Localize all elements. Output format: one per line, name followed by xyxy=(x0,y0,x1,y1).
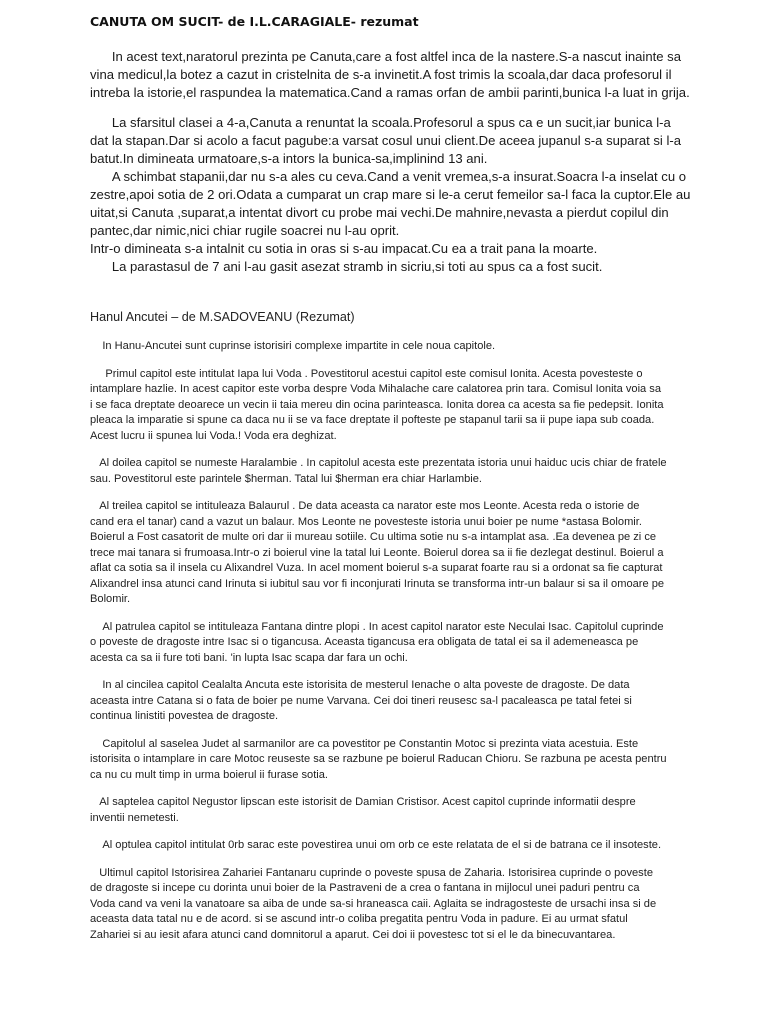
text-line: Acest lucru ii spunea lui Voda.! Voda era deghizat. xyxy=(90,429,337,442)
text-line: aceasta intre Catana si o fata de boier pe nume Varvana. Cei doi tineri reusesc sa-l pacaleasca pe tatal fetei si xyxy=(90,694,632,707)
text-line: Al saptelea capitol Negustor lipscan este istorisit de Damian Cristisor. Acest capitol cuprinde informatii despre xyxy=(90,796,636,808)
paragraph xyxy=(90,456,690,487)
text-line: Bolomir. xyxy=(90,593,131,605)
text-line: Al optulea capitol intitulat 0rb sarac este povestirea unui om orb ce este relatata de el si de batrana ce il insoteste. xyxy=(90,839,662,851)
text-line: continua linistiti povestea de dragoste. xyxy=(90,710,279,722)
text-line: La sfarsitul clasei a 4-a,Canuta a renuntat la scoala.Profesorul a spus ca e un sucit,iar bunica l-a xyxy=(90,115,671,130)
text-line: Alixandrel insa atunci cand Irinuta si iubitul sau vor fi inconjurati Irinuta se transforma intr-un balaur si sa il omoare pe xyxy=(90,577,665,590)
text-line: i se faca dreptate deoarece un vecin ii taia mereu din ocina parinteasca. Ionita dorea ca acesta sa fie pedepsit. Ionita xyxy=(90,398,664,411)
text-line: La parastasul de 7 ani l-au gasit asezat stramb in sicriu,si toti au spus ca a fost sucit. xyxy=(90,259,603,274)
paragraph-gap xyxy=(90,102,690,114)
text-line: intreba la istorie,el raspundea la matematica.Cand a ramas orfan de ambii parinti,bunica l-a luat in grija. xyxy=(90,85,690,100)
paragraph xyxy=(90,678,690,725)
text-line: Al patrulea capitol se intituleaza Fantana dintre plopi . In acest capitol narator este Neculai Isac. Capitolul cuprinde xyxy=(90,620,664,633)
text-line: aflat ca sotia sa il insela cu Alixandrel Vuza. In acel moment boierul s-a suparat foarte rau si a ordonat sa fie capturat xyxy=(90,562,663,574)
document-title: CANUTA OM SUCIT- de I.L.CARAGIALE- rezumat xyxy=(90,14,419,29)
text-line: zestre,apoi sotia de 2 ori.Odata a cumparat un crap mare si le-a cerut femeilor sa-l faca la cuptor.Ele au xyxy=(90,187,691,202)
text-line: Voda cand va veni la vanatoare sa aiba de unde sa-si hraneasca caii. Aglaita se indragosteste de ursachi insa si de xyxy=(90,897,657,910)
text-line: Boierul a Fost casatorit de multe ori dar ii mureau sotiile. Cu ultima sotie nu s-a intamplat asa. .Ea devenea pe zi ce xyxy=(90,531,657,543)
text-line: o poveste de dragoste intre Isac si o tigancusa. Aceasta tigancusa era obligata de tatal ei sa il ademeneasca pe xyxy=(90,636,639,648)
paragraph xyxy=(90,795,690,826)
paragraph xyxy=(90,114,690,276)
summary-canuta xyxy=(90,48,690,276)
section-title-hanul-ancutei: Hanul Ancutei – de M.SADOVEANU (Rezumat) xyxy=(90,310,355,324)
paragraph xyxy=(90,367,690,445)
text-line: Primul capitol este intitulat Iapa lui Voda . Povestitorul acestui capitol este comisul Ionita. Acesta povesteste o xyxy=(90,367,643,380)
paragraph xyxy=(90,339,690,355)
text-line: Al doilea capitol se numeste Haralambie . In capitolul acesta este prezentata istoria unui haiduc ucis chiar de fratele xyxy=(90,457,667,469)
text-line: In acest text,naratorul prezinta pe Canuta,care a fost altfel inca de la nastere.S-a nascut inainte sa xyxy=(90,49,682,64)
text-line: pleaca la imparatie si spune ca daca nu ii se va face dreptate il pofteste pe stapanul tarii sa ii pupe iapa sub coada. xyxy=(90,414,655,426)
text-line: Capitolul al saselea Judet al sarmanilor are ca povestitor pe Constantin Motoc si prezinta viata acestuia. Este xyxy=(90,737,639,750)
text-line: In Hanu-Ancutei sunt cuprinse istorisiri complexe impartite in cele noua capitole. xyxy=(90,340,496,352)
text-line: inventii nemetesti. xyxy=(90,811,179,824)
text-line: Al treilea capitol se intituleaza Balaurul . De data aceasta ca narator este mos Leonte. Acesta reda o istorie de xyxy=(90,500,640,512)
paragraph xyxy=(90,48,690,102)
text-line: In al cincilea capitol Cealalta Ancuta este istorisita de mesterul Ienache o alta poveste de dragoste. De data xyxy=(90,679,630,691)
text-line: de dragoste si incepe cu dorinta unui boier de la Pastraveni de a crea o fantana in mijlocul unei paduri pentru ca xyxy=(90,882,640,894)
paragraph xyxy=(90,838,690,854)
text-line: Zahariei si au iesit afara atunci cand domnitorul a aparut. Cei doi ii povestesc tot si el le da binecuvantarea. xyxy=(90,928,616,941)
text-line: intamplare hazlie. In acest capitor este vorba despre Voda Mihalache care calatorea prin tara. Comisul Ionita voia sa xyxy=(90,383,662,395)
summary-hanul-ancutei xyxy=(90,339,690,955)
text-line: acesta ca sa ii fure toti bani. 'in lupta Isac scapa dar fara un ochi. xyxy=(90,651,408,664)
text-line: dat la stapan.Dar si acolo a facut pagube:a varsat cosul unui client.De aceea jupanul s-a suparat si l-a xyxy=(90,133,682,148)
text-line: ca nu cu mult timp in urma boierul ii furase sotia. xyxy=(90,768,329,781)
text-line: istorisita o intamplare in care Motoc reuseste sa se razbune pe boierul Raducan Chioru. Se razbuna pe acesta pentru xyxy=(90,753,667,765)
paragraph xyxy=(90,499,690,608)
text-line: sau. Povestitorul este parintele $herman. Tatal lui $herman era chiar Harlambie. xyxy=(90,472,482,485)
text-line: Ultimul capitol Istorisirea Zahariei Fantanaru cuprinde o poveste spusa de Zaharia. Istorisirea cuprinde o poveste xyxy=(90,866,653,879)
text-line: pantec,dar nimic,nici chiar rugile soacrei nu l-au oprit. xyxy=(90,223,400,238)
text-line: uitat,si Canuta ,suparat,a intentat divort cu probe mai vechi.De mahnire,nevasta a pierdut copilul din xyxy=(90,205,669,220)
text-line: batut.In dimineata urmatoare,s-a intors la bunica-sa,implinind 13 ani. xyxy=(90,151,488,166)
text-line: vina medicul,la botez a cazut in cristelnita de s-a invinetit.A fost trimis la scoala,dar daca profesorul il xyxy=(90,67,672,82)
paragraph xyxy=(90,866,690,944)
text-line: cand era el tanar) cand a vazut un balaur. Mos Leonte ne povesteste istoria unui boier pe nume *astasa Bolomir. xyxy=(90,515,642,528)
text-line: trece mai tanara si frumoasa.Intr-o zi boierul vine la tatal lui Leonte. Boierul dorea sa ii fie dezlegat destinul. Boierul a xyxy=(90,546,664,559)
text-line: Intr-o dimineata s-a intalnit cu sotia in oras si s-au impacat.Cu ea a trait pana la moarte. xyxy=(90,241,598,256)
paragraph xyxy=(90,737,690,784)
text-line: aceasta data tatal nu e de acord. si se ascund intr-o coliba pregatita pentru Voda in padure. Ei au urmat sfatul xyxy=(90,913,628,925)
paragraph xyxy=(90,620,690,667)
text-line: A schimbat stapanii,dar nu s-a ales cu ceva.Cand a venit vremea,s-a insurat.Soacra l-a inselat cu o xyxy=(90,169,687,184)
